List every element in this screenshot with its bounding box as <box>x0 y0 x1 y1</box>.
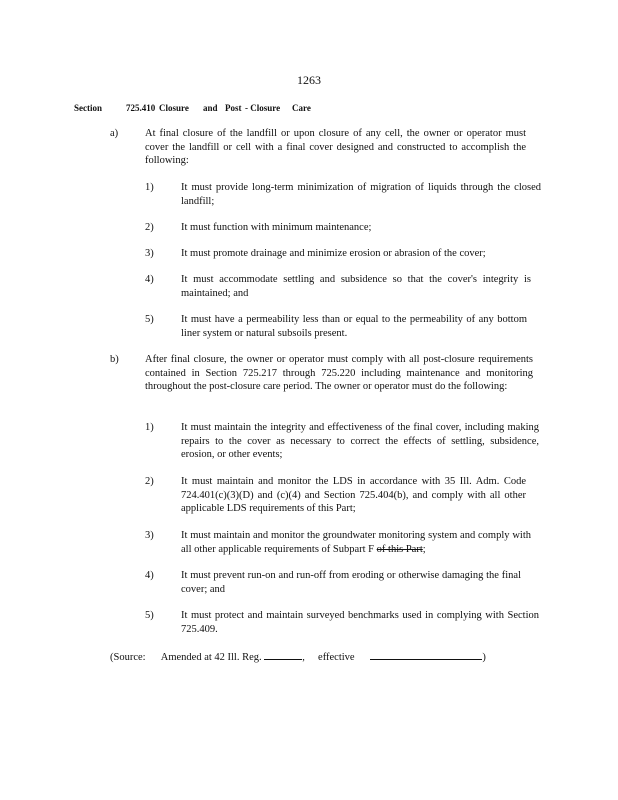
item-b1-number: 1) <box>145 422 154 433</box>
item-b1-text: It must maintain the integrity and effectiveness of the final cover, including making repairs to the cover as necessary to correct the effects of settling, subsidence, erosion, or other events; <box>181 422 539 460</box>
heading-section-number: 725.410 <box>126 103 156 113</box>
item-a4-text: It must accommodate settling and subsidence so that the cover's integrity is maintained; and <box>181 274 531 299</box>
source-reg-blank <box>264 649 302 660</box>
heading-title-closure: Closure <box>159 103 189 113</box>
item-a2-number: 2) <box>145 222 154 233</box>
item-b2-number: 2) <box>145 476 154 487</box>
item-b5-number: 5) <box>145 610 154 621</box>
source-close: ) <box>482 652 486 663</box>
item-b3-text-main: It must maintain and monitor the groundwater monitoring system and comply with all other applicable requirements of Subpart F <box>181 530 531 555</box>
item-b4-number: 4) <box>145 570 154 581</box>
item-a4-number: 4) <box>145 274 154 285</box>
item-a1-number: 1) <box>145 182 154 193</box>
heading-title-post: Post <box>225 103 242 113</box>
section-heading <box>74 103 554 113</box>
item-a3-number: 3) <box>145 248 154 259</box>
item-b5-text: It must protect and maintain surveyed benchmarks used in complying with Section 725.409. <box>181 610 539 635</box>
subsection-a-label: a) <box>110 128 119 139</box>
source-effective: effective <box>318 652 355 663</box>
source-open: (Source: <box>110 652 146 663</box>
page-number: 1263 <box>297 73 321 87</box>
source-note: (Source: Amended at 42 Ill. Reg. , effective ) <box>110 649 530 665</box>
heading-title-care: Care <box>292 103 311 113</box>
item-b3-number: 3) <box>145 530 154 541</box>
item-b3-text <box>181 529 531 556</box>
item-b3-text-struck: of this Part <box>376 543 423 555</box>
item-b2-text: It must maintain and monitor the LDS in accordance with 35 Ill. Adm. Code 724.401(c)(3)(D) and (c)(4) and Section 725.404(b), and comply with all other applicable LDS requirements of this Part; <box>181 476 526 514</box>
item-a2-text: It must function with minimum maintenance; <box>181 222 372 233</box>
subsection-b-label: b) <box>110 354 119 365</box>
item-a1-text: It must provide long-term minimization of migration of liquids through the closed landfill; <box>181 182 541 207</box>
subsection-a-text: At final closure of the landfill or upon closure of any cell, the owner or operator must cover the landfill or cell with a final cover designed and constructed to accomplish the following: <box>145 128 526 166</box>
heading-title-closure-2: - Closure <box>245 103 281 113</box>
source-amended: Amended at 42 Ill. Reg. <box>160 652 262 663</box>
item-a5-number: 5) <box>145 314 154 325</box>
source-effective-blank <box>370 649 482 660</box>
heading-title-and: and <box>203 103 218 113</box>
subsection-b-text: After final closure, the owner or operator must comply with all post-closure requirements contained in Section 725.217 through 725.220 including maintenance and monitoring throughout the post-closure care period. The owner or operator must do the following: <box>145 354 533 392</box>
item-b4-text: It must prevent run-on and run-off from eroding or otherwise damaging the final cover; and <box>181 570 521 595</box>
heading-section-word: Section <box>74 103 102 113</box>
item-b3-text-tail: ; <box>422 543 426 555</box>
item-a3-text: It must promote drainage and minimize erosion or abrasion of the cover; <box>181 248 486 259</box>
item-a5-text: It must have a permeability less than or equal to the permeability of any bottom liner system or natural subsoils present. <box>181 314 527 339</box>
